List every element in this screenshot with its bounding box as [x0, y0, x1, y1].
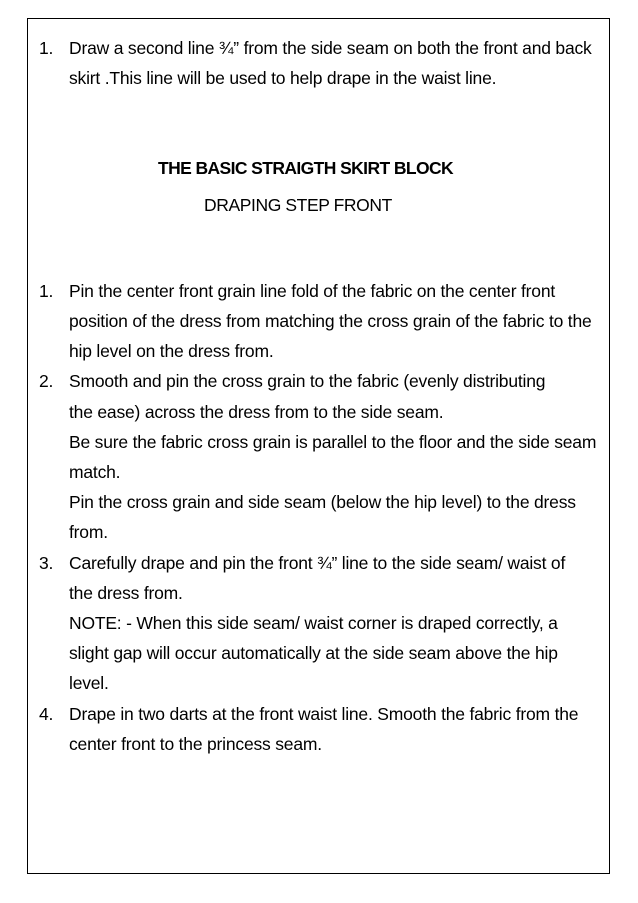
- draping-step-2: [39, 366, 609, 547]
- step-number: 4.: [39, 703, 54, 724]
- section-subtitle: DRAPING STEP FRONT: [204, 194, 392, 215]
- step-text: Carefully drape and pin the front ¾” line to the side seam/ waist of the dress from.: [69, 552, 566, 603]
- step-note: NOTE: - When this side seam/ waist corner is draped correctly, a slight gap will occur automatically at the side seam above the hip level.: [69, 613, 558, 694]
- draping-step-3: [39, 548, 609, 699]
- intro-step-1: [39, 33, 609, 93]
- step-number: 1.: [39, 280, 54, 301]
- step-text: Pin the center front grain line fold of the fabric on the center front position of the dress from matching the cross grain of the fabric to the hip level on the dress from.: [69, 280, 592, 362]
- draping-step-list: [28, 276, 609, 759]
- step-number: 3.: [39, 552, 54, 573]
- step-text: Draw a second line ¾” from the side seam on both the front and back skirt .This line will be used to help drape in the waist line.: [69, 38, 592, 89]
- step-note: Be sure the fabric cross grain is parallel to the floor and the side seam match.: [69, 431, 597, 483]
- document-title: THE BASIC STRAIGTH SKIRT BLOCK: [158, 158, 454, 179]
- step-note: Pin the cross grain and side seam (below the hip level) to the dress from.: [69, 492, 576, 543]
- step-text: Smooth and pin the cross grain to the fabric (evenly distributing the ease) across the dress from to the side seam.: [69, 371, 546, 422]
- page-frame: [27, 18, 610, 874]
- step-text: Drape in two darts at the front waist line. Smooth the fabric from the center front to the princess seam.: [69, 703, 579, 754]
- document-content: [28, 33, 609, 759]
- draping-step-1: [39, 276, 609, 367]
- draping-step-4: [39, 699, 609, 759]
- step-number: 2.: [39, 371, 54, 392]
- step-number: 1.: [39, 38, 54, 58]
- intro-step-list: [28, 33, 609, 93]
